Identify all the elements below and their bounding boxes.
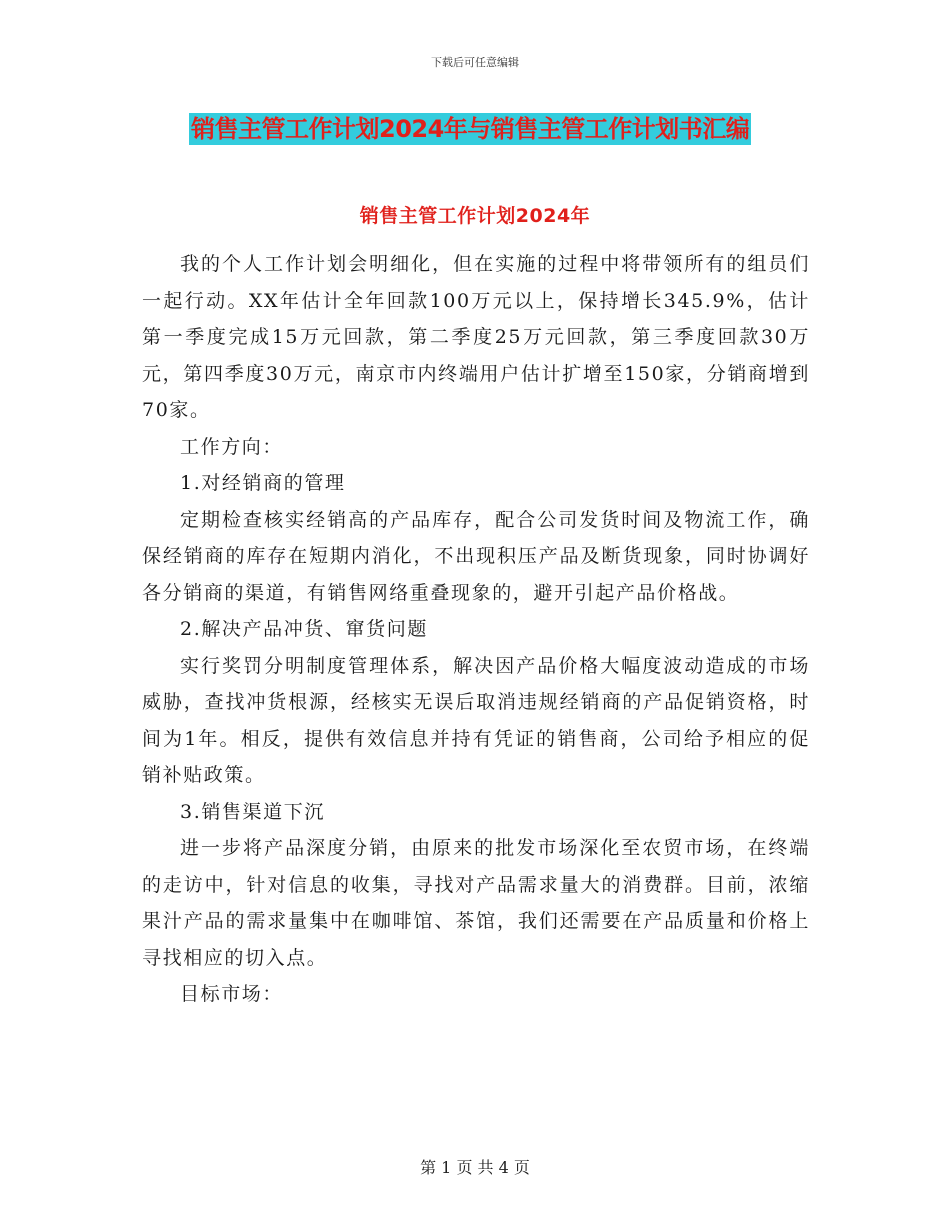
page-footer: 第 1 页 共 4 页 xyxy=(420,1158,530,1177)
heading-target-market: 目标市场： xyxy=(180,983,284,1005)
heading-dealer-management: 1.对经销商的管理 xyxy=(180,472,346,494)
paragraph-intro: 我的个人工作计划会明细化，但在实施的过程中将带领所有的组员们一起行动。XX年估计全年回款100万元以上，保持增长345.9%，估计第一季度完成15万元回款，第二季度25万元回款，第三季度回款30万元，第四季度30万元，南京市内终端用户估计扩增至150家，分销商增到70家。 xyxy=(142,253,810,421)
document-body xyxy=(142,246,810,1013)
heading-cross-selling: 2.解决产品冲货、窜货问题 xyxy=(180,618,428,640)
document-title: 销售主管工作计划2024年与销售主管工作计划书汇编 xyxy=(191,115,750,143)
paragraph-channel-sinking: 进一步将产品深度分销，由原来的批发市场深化至农贸市场，在终端的走访中，针对信息的收集，寻找对产品需求量大的消费群。目前，浓缩果汁产品的需求量集中在咖啡馆、茶馆，我们还需要在产品质量和价格上寻找相应的切入点。 xyxy=(142,837,810,969)
paragraph-cross-selling: 实行奖罚分明制度管理体系，解决因产品价格大幅度波动造成的市场威胁，查找冲货根源，经核实无误后取消违规经销商的产品促销资格，时间为1年。相反，提供有效信息并持有凭证的销售商，公司给予相应的促销补贴政策。 xyxy=(142,654,810,786)
paragraph-dealer-management: 定期检查核实经销高的产品库存，配合公司发货时间及物流工作，确保经销商的库存在短期内消化，不出现积压产品及断货现象，同时协调好各分销商的渠道，有销售网络重叠现象的，避开引起产品价格战。 xyxy=(142,508,810,604)
section-title: 销售主管工作计划2024年 xyxy=(359,205,591,227)
heading-channel-sinking: 3.销售渠道下沉 xyxy=(180,800,325,823)
header-note: 下载后可任意编辑 xyxy=(431,56,519,69)
paragraph-work-direction: 工作方向： xyxy=(180,435,284,458)
